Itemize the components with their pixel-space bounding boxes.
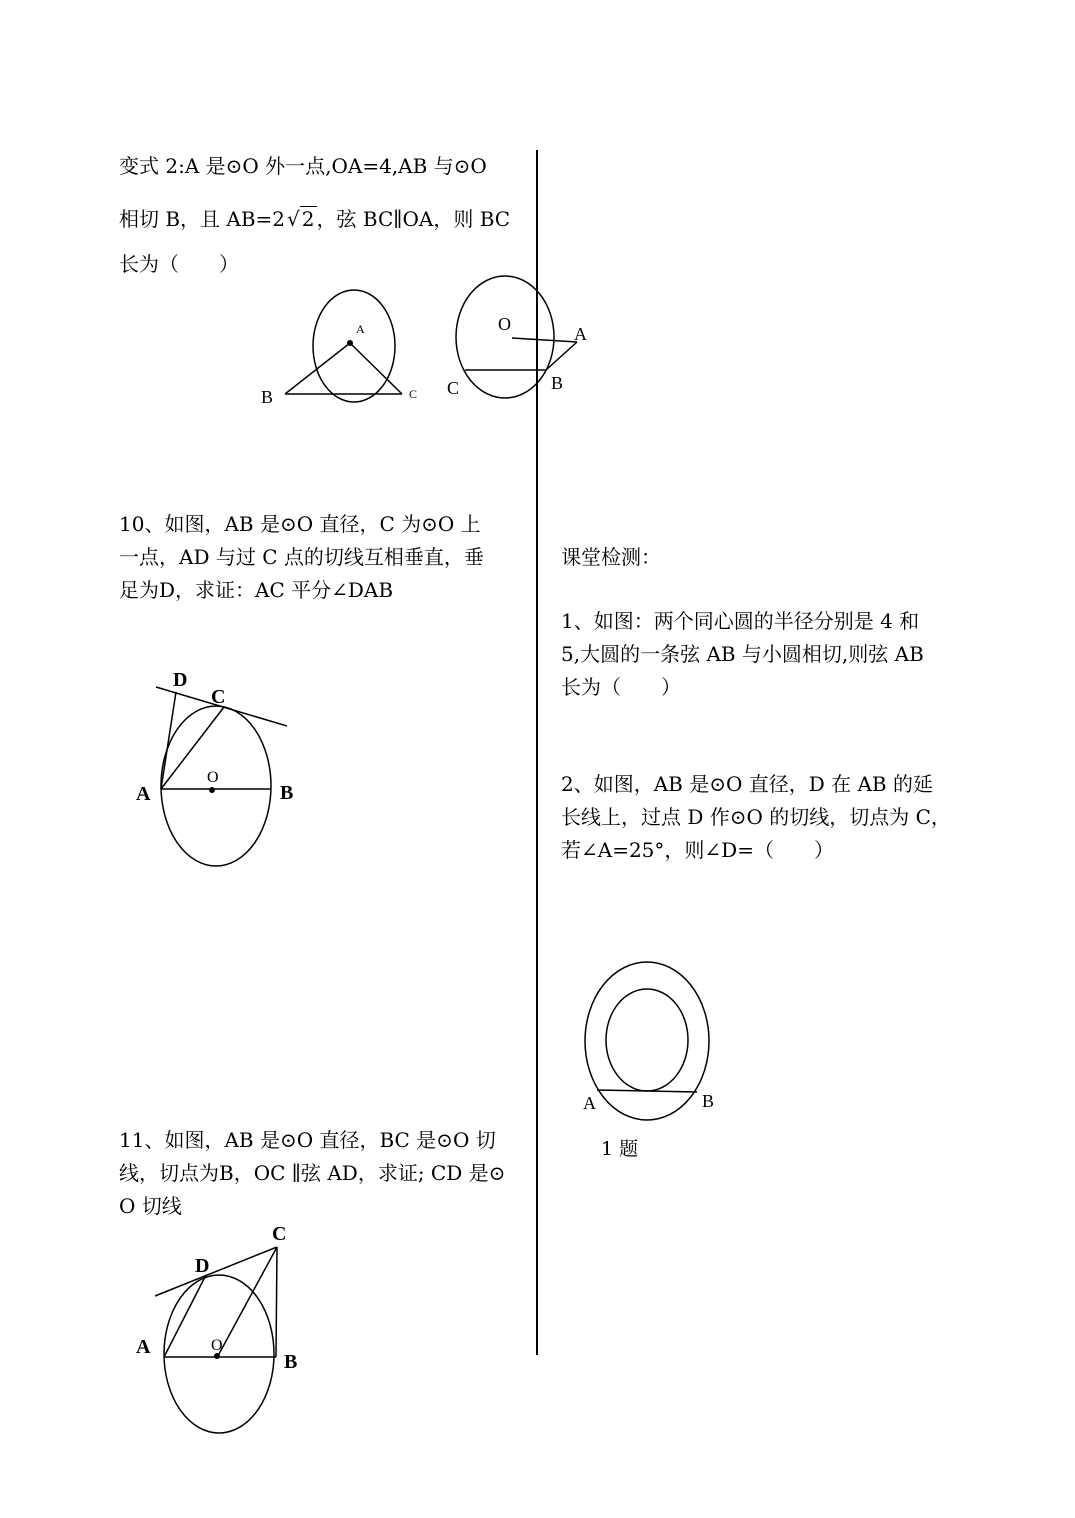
- q11-line1: 11、如图，AB 是⊙O 直径，BC 是⊙O 切: [119, 1128, 496, 1152]
- segment-oa: [512, 338, 577, 342]
- label-b: B: [261, 387, 274, 407]
- tangent-bc: [276, 1247, 277, 1357]
- label-o: O: [498, 314, 511, 334]
- label-d: D: [173, 669, 188, 691]
- q11-line3: O 切线: [119, 1194, 182, 1218]
- q10-line2: 一点，AD 与过 C 点的切线互相垂直，垂: [119, 545, 484, 569]
- label-a: A: [356, 322, 365, 336]
- label-b: B: [280, 782, 294, 804]
- segment-ad: [161, 692, 176, 789]
- q2-line2: 长线上，过点 D 作⊙O 的切线，切点为 C，: [561, 805, 951, 829]
- variant2-figure-2: [440, 270, 600, 410]
- q1-line3: 长为（ ）: [561, 675, 681, 699]
- circle: [161, 706, 271, 866]
- center-dot: [347, 340, 353, 346]
- inner-circle: [606, 989, 688, 1091]
- variant2-line1: 变式 2:A 是⊙O 外一点,OA=4,AB 与⊙O: [119, 154, 487, 178]
- q11-line2: 线，切点为B，OC ∥弦 AD，求证; CD 是⊙: [119, 1161, 506, 1185]
- variant2-line3: 长为（ ）: [119, 252, 239, 276]
- label-a: A: [136, 1336, 151, 1358]
- q2-line1: 2、如图，AB 是⊙O 直径，D 在 AB 的延: [561, 772, 933, 796]
- label-c: C: [211, 686, 226, 708]
- label-a: A: [136, 783, 151, 805]
- label-a: A: [574, 324, 587, 344]
- segment-ab: [285, 343, 350, 394]
- center-dot: [209, 787, 215, 793]
- q10-figure: [130, 660, 310, 875]
- segment-oc: [219, 1247, 277, 1354]
- circle: [456, 276, 554, 398]
- chord-ab: [597, 1090, 697, 1092]
- variant2-line2-post: ，弦 BC∥OA，则 BC: [316, 207, 511, 231]
- q11-figure: [130, 1215, 315, 1440]
- q10-line3: 足为D，求证：AC 平分∠DAB: [119, 578, 394, 602]
- label-c: C: [409, 387, 418, 401]
- variant2-figure-1: [250, 280, 430, 420]
- outer-circle: [585, 962, 709, 1120]
- sqrt-symbol: √ 2: [287, 207, 315, 231]
- segment-ab: [546, 342, 577, 370]
- tangent-cd: [155, 1247, 277, 1296]
- label-o: O: [207, 769, 219, 786]
- label-c: C: [272, 1223, 287, 1245]
- q1-line1: 1、如图：两个同心圆的半径分别是 4 和: [561, 609, 920, 633]
- label-o: O: [211, 1337, 223, 1354]
- q1-figure-caption: 1 题: [601, 1138, 639, 1160]
- label-b: B: [551, 373, 564, 393]
- label-b: B: [702, 1091, 715, 1111]
- label-c: C: [447, 378, 460, 398]
- q1-line2: 5,大圆的一条弦 AB 与小圆相切,则弦 AB: [561, 642, 924, 666]
- label-d: D: [195, 1255, 210, 1277]
- q2-line3: 若∠A=25°，则∠D=（ ）: [561, 838, 834, 862]
- label-b: B: [284, 1351, 298, 1373]
- right-heading: 课堂检测：: [561, 545, 661, 569]
- variant2-line2: [119, 203, 510, 236]
- q10-line1: 10、如图，AB 是⊙O 直径，C 为⊙O 上: [119, 512, 481, 536]
- q1-figure: [575, 955, 725, 1125]
- label-a: A: [583, 1093, 596, 1113]
- sqrt-radicand: 2: [301, 207, 315, 231]
- variant2-line2-pre: 相切 B，且 AB=2: [119, 207, 286, 231]
